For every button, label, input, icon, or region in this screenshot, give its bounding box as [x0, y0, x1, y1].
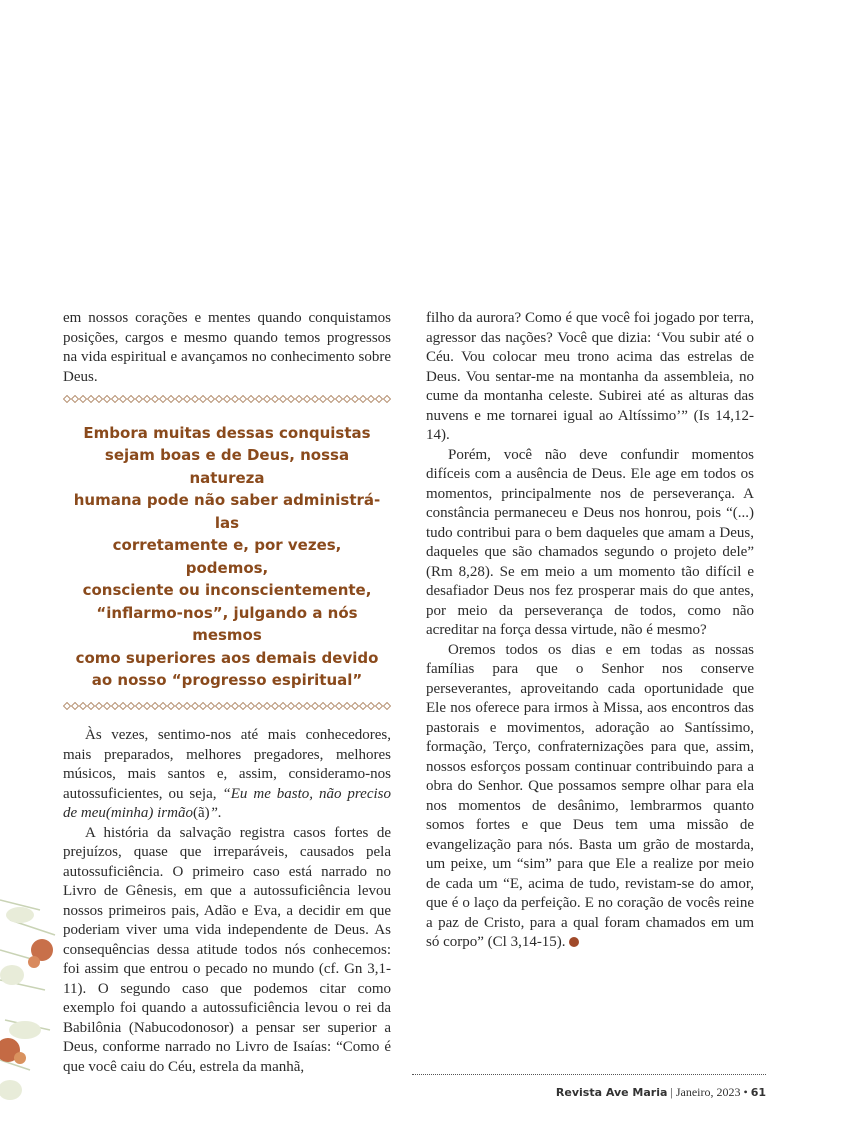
closing-paragraph: Oremos todos os dias e em todas as nossas famílias para que o Senhor nos conserve perseverantes, aproveitando cada oportunidade que Ele nos oferece para irmos à Missa, aos encontros das pastorais e movimentos, adoração ao Santíssimo, formação, Terço, confraternizações para que, assim, nossos esforços possam continuar contribuindo para a obra do Senhor. Que possamos sempre olhar para ela nos momentos de desânimo, lembrarmos quanto somos fortes e que Deus tem uma missão de evangelização para nós. Basta um grão de mostarda, um peixe, um “sim” para que Ele a realize por meio de cada um “E, acima de tudo, revistam-se do amor, que é o laço da perfeição. E no coração de vocês reine a paz de Cristo, para a qual foram chamados em um só corpo” (Cl 3,14-15). [426, 641, 754, 950]
page-number: 61 [750, 1086, 766, 1099]
body-paragraph: filho da aurora? Como é que você foi jogado por terra, agressor das nações? Você que dizia: ‘Vou subir até o Céu. Vou colocar meu trono acima das estrelas de Deus. Vou sentar-me na montanha da assembleia, no cume da montanha celeste. Subirei até as alturas das nuvens e me tornarei igual ao Altíssimo’” (Is 14,12-14). [426, 310, 754, 443]
pull-quote-line: “inflarmo-nos”, julgando a nós mesmos [96, 603, 358, 644]
page-footer [412, 1085, 766, 1100]
magazine-name: Revista Ave Maria [555, 1086, 668, 1099]
ornament-divider-bottom [63, 702, 391, 710]
pull-quote-line: corretamente e, por vezes, podemos, [112, 536, 342, 577]
pull-quote-line: humana pode não saber administrá-las [73, 491, 381, 532]
body-paragraph: A história da salvação registra casos fortes de prejuízos, quase que irreparáveis, causados pela autossuficiência. O primeiro caso está narrado no Livro de Gênesis, em que a autossuficiência levou nossos primeiros pais, Adão e Eva, a decidir em que poderiam viver uma vida independente de Deus. As consequências dessa atitude todos nós conhecemos: foi assim que entrou o pecado no mundo (cf. Gn 3,1-11). O segundo caso que podemos citar como exemplo foi quando a autossuficiência levou o rei da Babilônia (Nabucodonosor) a pensar ser superior a Deus, conforme narrado no Livro de Isaías: “Como é que você caiu do Céu, estrela da manhã, [63, 824, 391, 1075]
footer-separator: | [670, 1085, 673, 1099]
footer-divider [412, 1074, 766, 1075]
footer-bullet: • [743, 1085, 748, 1099]
pull-quote [63, 420, 391, 694]
body-paragraph: Às vezes, sentimo-nos até mais conhecedores, mais preparados, melhores pregadores, melhores músicos, mais santos e, assim, consideramo-nos autossuficientes, ou seja, “Eu me basto, não preciso de meu(minha) irmão(ã)”. [63, 727, 391, 821]
issue-date: Janeiro, 2023 [675, 1085, 741, 1099]
end-of-article-mark [569, 937, 579, 947]
pull-quote-line: como superiores aos demais devido [75, 648, 379, 667]
pull-quote-line: ao nosso “progresso espiritual” [91, 671, 363, 689]
floral-decoration [0, 880, 70, 1126]
intro-paragraph: em nossos corações e mentes quando conquistamos posições, cargos e mesmo quando temos progressos na vida espiritual e avançamos no conhecimento sobre Deus. [63, 310, 391, 385]
pull-quote-line: sejam boas e de Deus, nossa natureza [104, 446, 350, 487]
ornament-divider-top [63, 395, 391, 403]
left-column [63, 309, 391, 1077]
pull-quote-line: consciente ou inconscientemente, [82, 581, 372, 599]
body-paragraph: Porém, você não deve confundir momentos difíceis com a ausência de Deus. Ele age em todos os momentos, principalmente nos de perseverança. A constância permaneceu e Deus nos honrou, pois “(...) tudo contribui para o bem daqueles que amam a Deus, daqueles que são chamados segundo o projeto dele” (Rm 8,28). Se em meio a um momento tão difícil e desafiador Deus nos fez prosperar mais do que antes, por meio da perseverança de todos, como não acreditar na força dessa virtude, não é mesmo? [426, 446, 754, 638]
right-column [426, 309, 754, 953]
pull-quote-line: Embora muitas dessas conquistas [83, 423, 371, 442]
